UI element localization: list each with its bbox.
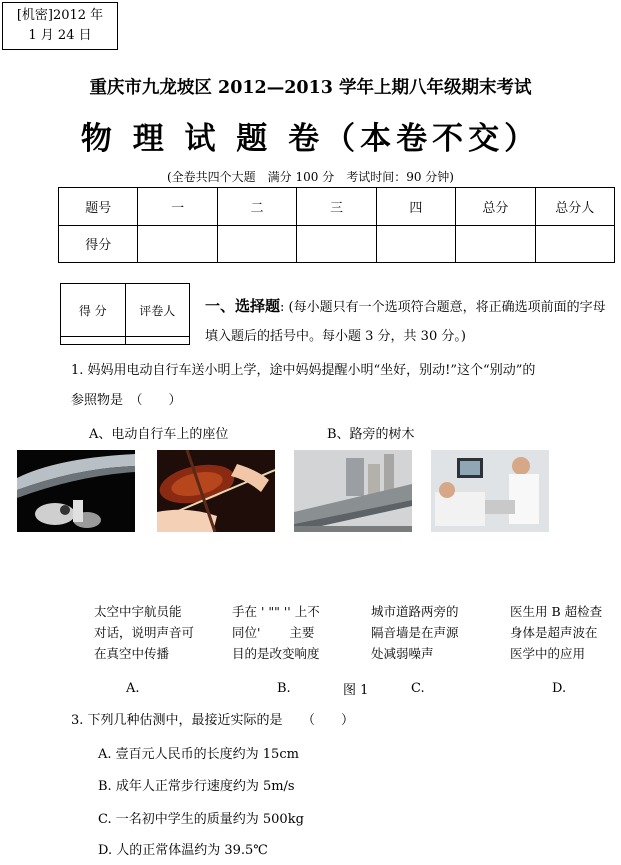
figure-label-a: A. bbox=[126, 681, 140, 696]
score-entry-cell[interactable] bbox=[376, 225, 455, 263]
figure-label-d: D. bbox=[552, 681, 567, 696]
score-table-header-row bbox=[59, 188, 615, 226]
paper-title: 物 理 试 题 卷（本卷不交） bbox=[80, 121, 541, 157]
confidential-line: [机密]2012 年 bbox=[16, 8, 104, 23]
confidential-date-box bbox=[2, 2, 118, 50]
violin-illustration bbox=[157, 450, 275, 532]
section-one-header bbox=[205, 292, 615, 351]
caption-d-line: 医学中的应用 bbox=[510, 646, 586, 661]
score-cell: 四 bbox=[376, 188, 455, 226]
grader-name-label: 评卷人 bbox=[125, 284, 190, 337]
q3-option-d: D. 人的正常体温约为 39.5℃ bbox=[98, 843, 268, 858]
q1-stem-line1: 1. 妈妈用电动自行车送小明上学，途中妈妈提醒小明“坐好，别动!”这个“别动”的 bbox=[71, 363, 536, 378]
exam-info: (全卷共四个大题 满分 100 分 考试时间：90 分钟) bbox=[167, 170, 454, 184]
violin-photo bbox=[157, 450, 275, 532]
grader-entry-row bbox=[61, 337, 190, 345]
ultrasound-illustration bbox=[431, 450, 549, 532]
sound-barrier-illustration bbox=[294, 450, 412, 532]
score-cell: 三 bbox=[297, 188, 376, 226]
q3-option-c: C. 一名初中学生的质量约为 500kg bbox=[98, 812, 304, 827]
section-one-instructions: : (每小题只有一个选项符合题意，将正确选项前面的字母填入题后的括号中。每小题 3 分，共 30 分。) bbox=[205, 300, 606, 344]
score-cell: 总分 bbox=[456, 188, 535, 226]
grader-header-row bbox=[61, 284, 190, 337]
caption-c bbox=[371, 601, 459, 664]
caption-c-line: 隔音墙是在声源 bbox=[371, 625, 459, 640]
score-entry-cell[interactable] bbox=[456, 225, 535, 263]
caption-a bbox=[94, 601, 194, 664]
q1-stem-line2: 参照物是 （ ） bbox=[71, 393, 182, 408]
score-table bbox=[58, 187, 615, 263]
figure-name: 图 1 bbox=[343, 683, 369, 698]
figure-label-b: B. bbox=[277, 681, 291, 696]
score-cell: 一 bbox=[138, 188, 217, 226]
caption-b-line: 手在 ' "" '' 上不 bbox=[232, 604, 320, 619]
grader-score-label: 得 分 bbox=[61, 284, 126, 337]
exam-title: 重庆市九龙坡区 2012—2013 学年上期八年级期末考试 bbox=[89, 78, 532, 98]
score-cell: 二 bbox=[217, 188, 296, 226]
score-entry-cell[interactable] bbox=[297, 225, 376, 263]
score-cell: 得分 bbox=[59, 225, 138, 263]
caption-a-line: 对话，说明声音可 bbox=[94, 625, 195, 640]
caption-c-line: 处减弱噪声 bbox=[371, 646, 434, 661]
grader-table bbox=[60, 283, 190, 345]
caption-d-line: 医生用 B 超检查 bbox=[510, 604, 603, 619]
q1-option-b: B、路旁的树木 bbox=[327, 427, 415, 442]
caption-a-line: 在真空中传播 bbox=[94, 646, 170, 661]
caption-c-line: 城市道路两旁的 bbox=[371, 604, 459, 619]
score-entry-cell[interactable] bbox=[217, 225, 296, 263]
b-ultrasound-photo bbox=[431, 450, 549, 532]
caption-b-line: 同位' 主要 bbox=[232, 625, 315, 640]
q3-option-a: A. 壹百元人民币的长度约为 15cm bbox=[98, 747, 299, 762]
caption-b-line: 目的是改变响度 bbox=[232, 646, 320, 661]
score-cell: 题号 bbox=[59, 188, 138, 226]
caption-d-line: 身体是超声波在 bbox=[510, 625, 598, 640]
grader-entry-cell[interactable] bbox=[125, 337, 190, 345]
q1-option-a: A、电动自行车上的座位 bbox=[89, 427, 229, 442]
sound-barrier-photo bbox=[294, 450, 412, 532]
caption-a-line: 太空中宇航员能 bbox=[94, 604, 182, 619]
date-line: 1 月 24 日 bbox=[28, 28, 92, 43]
astronaut-photo bbox=[17, 450, 135, 532]
q3-option-b: B. 成年人正常步行速度约为 5m/s bbox=[98, 779, 295, 794]
score-table-score-row bbox=[59, 225, 615, 263]
q3-stem: 3. 下列几种估测中，最接近实际的是 （ ） bbox=[71, 713, 355, 728]
section-one-heading: 一、选择题 bbox=[205, 297, 281, 315]
caption-d bbox=[510, 601, 602, 664]
grader-entry-cell[interactable] bbox=[61, 337, 126, 345]
caption-b bbox=[232, 601, 320, 664]
score-entry-cell[interactable] bbox=[138, 225, 217, 263]
astronaut-illustration bbox=[17, 450, 135, 532]
figure-label-c: C. bbox=[411, 681, 425, 696]
score-entry-cell[interactable] bbox=[535, 225, 614, 263]
score-cell: 总分人 bbox=[535, 188, 614, 226]
